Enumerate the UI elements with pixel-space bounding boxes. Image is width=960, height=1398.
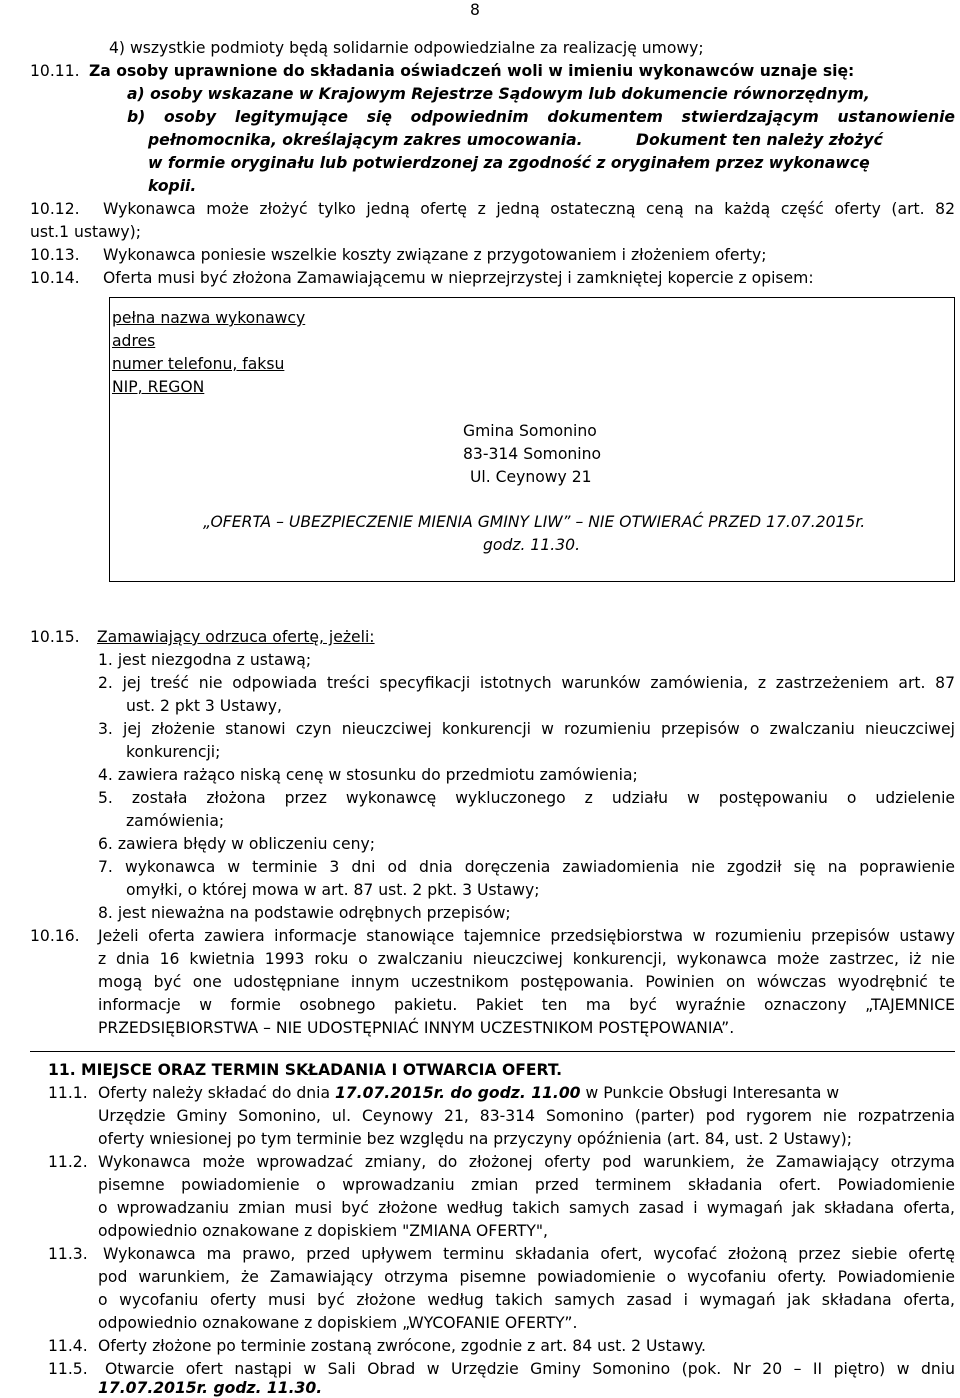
rejection-item-5: 5. została złożona przez wykonawcę wykluczonego z udziału w postępowaniu o udzielenie — [98, 789, 955, 807]
list-item-a: a) osoby wskazane w Krajowym Rejestrze Sądowym lub dokumencie równorzędnym, — [127, 85, 870, 103]
section-11-5-line1: Otwarcie ofert nastąpi w Sali Obrad w Urzędzie Gminy Somonino (pok. Nr 20 – II piętro) w dniu — [105, 1360, 955, 1378]
rejection-item-6: 6. zawiera błędy w obliczeniu ceny; — [98, 835, 375, 853]
section-10-15-title: Zamawiający odrzuca ofertę, jeżeli: — [97, 628, 375, 646]
section-11-1-text-c: w Punkcie Obsługi Interesanta w — [580, 1084, 840, 1102]
section-10-14-text: Oferta musi być złożona Zamawiającemu w nieprzejrzystej i zamkniętej kopercie z opisem: — [103, 269, 814, 287]
rejection-item-2-cont: ust. 2 pkt 3 Ustawy, — [126, 697, 282, 715]
section-11-1-number: 11.1. — [48, 1084, 88, 1102]
envelope-sender-name: pełna nazwa wykonawcy — [112, 309, 306, 327]
section-10-13-text: Wykonawca poniesie wszelkie koszty związane z przygotowaniem i złożeniem oferty; — [103, 246, 767, 264]
section-10-14-number: 10.14. — [30, 269, 80, 287]
section-11-2-line4: odpowiednio oznakowane z dopiskiem "ZMIANA OFERTY", — [98, 1222, 548, 1240]
list-item-4: 4) wszystkie podmioty będą solidarnie odpowiedzialne za realizację umowy; — [109, 39, 704, 57]
section-10-12-number: 10.12. — [30, 200, 80, 218]
rejection-item-7-cont: omyłki, o której mowa w art. 87 ust. 2 pkt. 3 Ustawy; — [126, 881, 540, 899]
section-11-5-number: 11.5. — [48, 1360, 88, 1378]
section-10-16-number: 10.16. — [30, 927, 80, 945]
section-11-2-number: 11.2. — [48, 1153, 88, 1171]
section-11-1-line3: oferty wniesionej po tym terminie bez względu na przyczyny opóźnienia (art. 84, ust. 2 Ustawy); — [98, 1130, 852, 1148]
section-11-heading: 11. MIEJSCE ORAZ TERMIN SKŁADANIA I OTWARCIA OFERT. — [48, 1061, 563, 1079]
rejection-item-3-cont: konkurencji; — [126, 743, 221, 761]
section-11-2-line2: pisemne powiadomienie o wprowadzaniu zmian przed terminem składania ofert. Powiadomienie — [98, 1176, 955, 1194]
envelope-notice-time: godz. 11.30. — [483, 536, 581, 554]
section-11-2-line1: Wykonawca może wprowadzać zmiany, do złożonej oferty pod warunkiem, że Zamawiający otrzyma — [98, 1153, 955, 1171]
section-11-1-deadline: 17.07.2015r. do godz. 11.00 — [334, 1084, 581, 1102]
envelope-sender-phone: numer telefonu, faksu — [112, 355, 285, 373]
rejection-item-4: 4. zawiera rażąco niską cenę w stosunku do przedmiotu zamówienia; — [98, 766, 638, 784]
section-11-3-line4: odpowiednio oznakowane z dopiskiem „WYCOFANIE OFERTY”. — [98, 1314, 578, 1332]
section-divider — [30, 1051, 955, 1052]
section-11-4-text: Oferty złożone po terminie zostaną zwrócone, zgodnie z art. 84 ust. 2 Ustawy. — [98, 1337, 706, 1355]
section-10-12-text-cont: ust.1 ustawy); — [30, 223, 141, 241]
rejection-item-5-cont: zamówienia; — [126, 812, 225, 830]
envelope-recipient-street: Ul. Ceynowy 21 — [470, 468, 592, 486]
section-11-3-line2: pod warunkiem, że Zamawiający otrzyma pisemne powiadomienie o wycofaniu oferty. Powiadomienie — [98, 1268, 955, 1286]
section-10-16-line1: Jeżeli oferta zawiera informacje stanowiące tajemnice przedsiębiorstwa w rozumieniu przepisów ustawy — [98, 927, 955, 945]
section-11-1-text-a: Oferty należy składać do dnia — [98, 1084, 335, 1102]
section-11-5-date: 17.07.2015r. godz. 11.30. — [98, 1379, 323, 1397]
envelope-sender-address: adres — [112, 332, 156, 350]
envelope-recipient-name: Gmina Somonino — [463, 422, 597, 440]
envelope-sender-nip: NIP, REGON — [112, 378, 205, 396]
section-11-2-line3: o wprowadzaniu zmian musi być złożone według takich samych zasad i wymagań jak składana oferta, — [98, 1199, 955, 1217]
section-11-3-number: 11.3. — [48, 1245, 88, 1263]
page-number: 8 — [470, 1, 480, 19]
list-item-b-line1: b) osoby legitymujące się odpowiednim dokumentem stwierdzającym ustanowienie — [127, 108, 955, 126]
section-11-1-line1 — [98, 1083, 955, 1103]
rejection-item-2: 2. jej treść nie odpowiada treści specyfikacji istotnych warunków zamówienia, z zastrzeżeniem art. 87 — [98, 674, 955, 692]
rejection-item-7: 7. wykonawca w terminie 3 dni od dnia doręczenia zawiadomienia nie zgodził się na poprawienie — [98, 858, 955, 876]
section-11-4-number: 11.4. — [48, 1337, 88, 1355]
rejection-item-8: 8. jest nieważna na podstawie odrębnych przepisów; — [98, 904, 511, 922]
section-10-13-number: 10.13. — [30, 246, 80, 264]
envelope-recipient-postcode: 83-314 Somonino — [463, 445, 601, 463]
section-10-11-title: Za osoby uprawnione do składania oświadczeń woli w imieniu wykonawców uznaje się: — [89, 62, 855, 80]
section-11-3-line3: o wycofaniu oferty musi być złożone według takich samych zasad i wymagań jak składana oferta, — [98, 1291, 955, 1309]
list-item-b-line2-rest: Dokument ten należy złożyć — [636, 131, 883, 149]
rejection-item-1: 1. jest niezgodna z ustawą; — [98, 651, 312, 669]
section-11-3-line1: Wykonawca ma prawo, przed upływem terminu składania ofert, wycofać złożoną przez siebie ofertę — [103, 1245, 955, 1263]
section-10-16-line3: mogą być one udostępniane innym uczestnikom postępowania. Powinien on wówczas wyodrębnić te — [98, 973, 955, 991]
section-10-16-line4: informacje w formie osobnego pakietu. Pakiet ten ma być wyraźnie oznaczony „TAJEMNICE — [98, 996, 955, 1014]
section-10-11-number: 10.11. — [30, 62, 80, 80]
envelope-notice: „OFERTA – UBEZPIECZENIE MIENIA GMINY LIW” – NIE OTWIERAĆ PRZED 17.07.2015r. — [203, 513, 866, 531]
section-11-1-line2: Urzędzie Gminy Somonino, ul. Ceynowy 21, 83-314 Somonino (parter) pod rygorem nie rozpatrzenia — [98, 1107, 955, 1125]
section-10-16-line5: PRZEDSIĘBIORSTWA – NIE UDOSTĘPNIAĆ INNYM UCZESTNIKOM POSTĘPOWANIA”. — [98, 1019, 735, 1037]
list-item-b-line4: kopii. — [148, 177, 197, 195]
list-item-b-line2: pełnomocnika, określającym zakres umocowania. — [148, 131, 583, 149]
section-10-15-number: 10.15. — [30, 628, 80, 646]
section-10-16-line2: z dnia 16 kwietnia 1993 roku o zwalczaniu nieuczciwej konkurencji, wykonawca może zastrzec, iż nie — [98, 950, 955, 968]
list-item-b-line3: w formie oryginału lub potwierdzonej za zgodność z oryginałem przez wykonawcę — [148, 154, 870, 172]
rejection-item-3: 3. jej złożenie stanowi czyn nieuczciwej konkurencji w rozumieniu przepisów o zwalczaniu nieuczciwej — [98, 720, 955, 738]
section-10-12-text: Wykonawca może złożyć tylko jedną ofertę z jedną ostateczną ceną na każdą część oferty (art. 82 — [103, 200, 955, 218]
